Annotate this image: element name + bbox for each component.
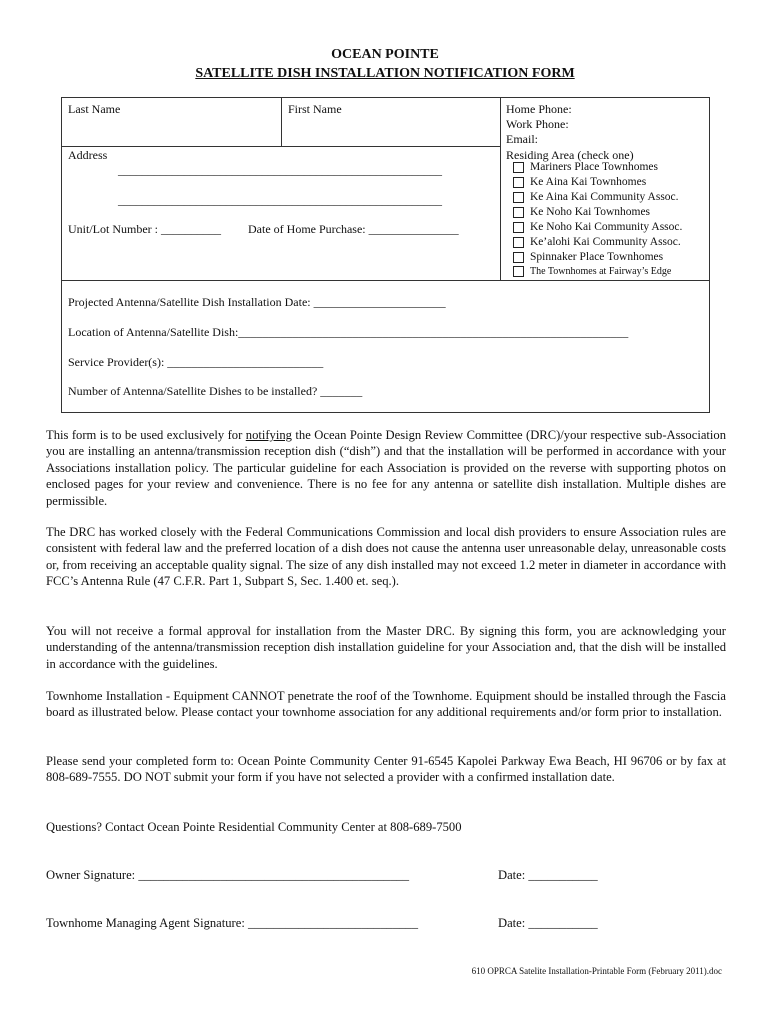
address-line-2[interactable]: ______________________________________________________ (118, 193, 442, 207)
first-name-field[interactable]: First Name (288, 102, 342, 116)
residing-option[interactable] (513, 191, 679, 203)
divider-top-section (61, 280, 710, 281)
checkbox[interactable] (513, 222, 524, 233)
paragraph-townhome (46, 688, 726, 721)
email-field[interactable]: Email: (506, 132, 538, 146)
notifying-emphasis: notifying (245, 428, 292, 442)
paragraph-submission-text: Please send your completed form to: Ocean Pointe Community Center 91-6545 Kapolei Parkway Ewa Beach, HI 96706 or by fax at 808-689-7555. DO NOT submit your form if you have not selected a provider with a confirmed installation date. (46, 754, 726, 785)
home-phone-field[interactable]: Home Phone: (506, 102, 572, 116)
divider-name-columns (281, 97, 282, 146)
residing-option-label: Mariners Place Townhomes (530, 161, 659, 173)
owner-date-field[interactable]: Date: ___________ (498, 868, 598, 882)
paragraph-approval-text: You will not receive a formal approval for installation from the Master DRC. By signing this form, you are acknowledging your understanding of the antenna/transmission reception dish installation guideline for your Association and, that the dish will be installed in accordance with the guidelines. (46, 624, 726, 671)
residing-option[interactable] (513, 266, 671, 277)
residing-option-label: Ke Aina Kai Community Assoc. (530, 191, 679, 203)
work-phone-field[interactable]: Work Phone: (506, 117, 569, 131)
paragraph-fcc-text: The DRC has worked closely with the Federal Communications Commission and local dish providers to ensure Association rules are consistent with federal law and the preferred location of a dish does not cause the antenna user unreasonable delay, unreasonable costs or, from receiving an acceptable quality signal. The size of any dish installed may not exceed 1.2 meter in diameter in accordance with FCC’s Antenna Rule (47 C.F.R. Part 1, Subpart S, Sec. 1.400 et. seq.). (46, 525, 726, 589)
residing-option[interactable] (513, 206, 650, 218)
paragraph-fcc (46, 524, 726, 590)
checkbox[interactable] (513, 266, 524, 277)
paragraph-questions-text: Questions? Contact Ocean Pointe Residential Community Center at 808-689-7500 (46, 820, 462, 834)
paragraph-approval (46, 623, 726, 672)
residing-area-label: Residing Area (check one) (506, 148, 634, 162)
paragraph-townhome-text: Townhome Installation - Equipment CANNOT penetrate the roof of the Townhome. Equipment should be installed through the Fascia board as illustrated below. Please contact your townhome association for any additional requirements and/or form prior to installation. (46, 689, 726, 720)
footer-filename: 610 OPRCA Satelite Installation-Printable Form (February 2011).doc (471, 966, 722, 976)
service-provider-field[interactable]: Service Provider(s): __________________________ (68, 355, 324, 369)
paragraph-purpose (46, 427, 726, 509)
checkbox[interactable] (513, 252, 524, 263)
checkbox[interactable] (513, 192, 524, 203)
residing-option-label: The Townhomes at Fairway’s Edge (530, 266, 672, 277)
checkbox[interactable] (513, 162, 524, 173)
divider-right-column (500, 97, 501, 280)
checkbox[interactable] (513, 177, 524, 188)
agent-signature-field[interactable]: Townhome Managing Agent Signature: ___________________________ (46, 916, 419, 930)
agent-date-field[interactable]: Date: ___________ (498, 916, 598, 930)
paragraph-purpose-text-2: the Ocean Pointe Design Review Committee (DRC)/your respective sub-Association you are installing an antenna/transmission reception dish (“dish”) and that the installation will be performed in accordance with your Associations installation policy. The particular guideline for each Association is provided on the reverse with supporting photos on enclosed pages for your review and convenience. There is no fee for any antenna or satellite dish installation. Multiple dishes are permissible. (46, 428, 727, 508)
residing-option-label: Ke Aina Kai Townhomes (530, 176, 647, 188)
residing-option-label: Ke Noho Kai Community Assoc. (530, 221, 683, 233)
form-title: SATELLITE DISH INSTALLATION NOTIFICATION FORM (195, 66, 575, 81)
last-name-field[interactable]: Last Name (68, 102, 121, 116)
residing-option-label: Ke’alohi Kai Community Assoc. (530, 236, 681, 248)
home-purchase-date-field[interactable]: Date of Home Purchase: _______________ (248, 222, 459, 236)
org-title: OCEAN POINTE (331, 47, 439, 62)
address-field[interactable]: Address (68, 148, 108, 162)
paragraph-questions (46, 819, 726, 835)
residing-option[interactable] (513, 236, 681, 248)
checkbox[interactable] (513, 237, 524, 248)
unit-lot-field[interactable]: Unit/Lot Number : __________ (68, 222, 221, 236)
residing-option-label: Spinnaker Place Townhomes (530, 251, 664, 263)
install-date-field[interactable]: Projected Antenna/Satellite Dish Installation Date: ______________________ (68, 295, 446, 309)
checkbox[interactable] (513, 207, 524, 218)
residing-option[interactable] (513, 251, 663, 263)
residing-option[interactable] (513, 176, 646, 188)
residing-option[interactable] (513, 221, 682, 233)
location-field[interactable]: Location of Antenna/Satellite Dish:_________________________________________________________________ (68, 325, 629, 339)
divider-name-row (61, 146, 500, 147)
residing-option-label: Ke Noho Kai Townhomes (530, 206, 651, 218)
paragraph-submission (46, 753, 726, 786)
paragraph-purpose-text-1: This form is to be used exclusively for (46, 428, 246, 442)
address-line-1[interactable]: ______________________________________________________ (118, 163, 442, 177)
owner-signature-field[interactable]: Owner Signature: ___________________________________________ (46, 868, 410, 882)
num-dishes-field[interactable]: Number of Antenna/Satellite Dishes to be installed? _______ (68, 384, 363, 398)
residing-option[interactable] (513, 161, 658, 173)
